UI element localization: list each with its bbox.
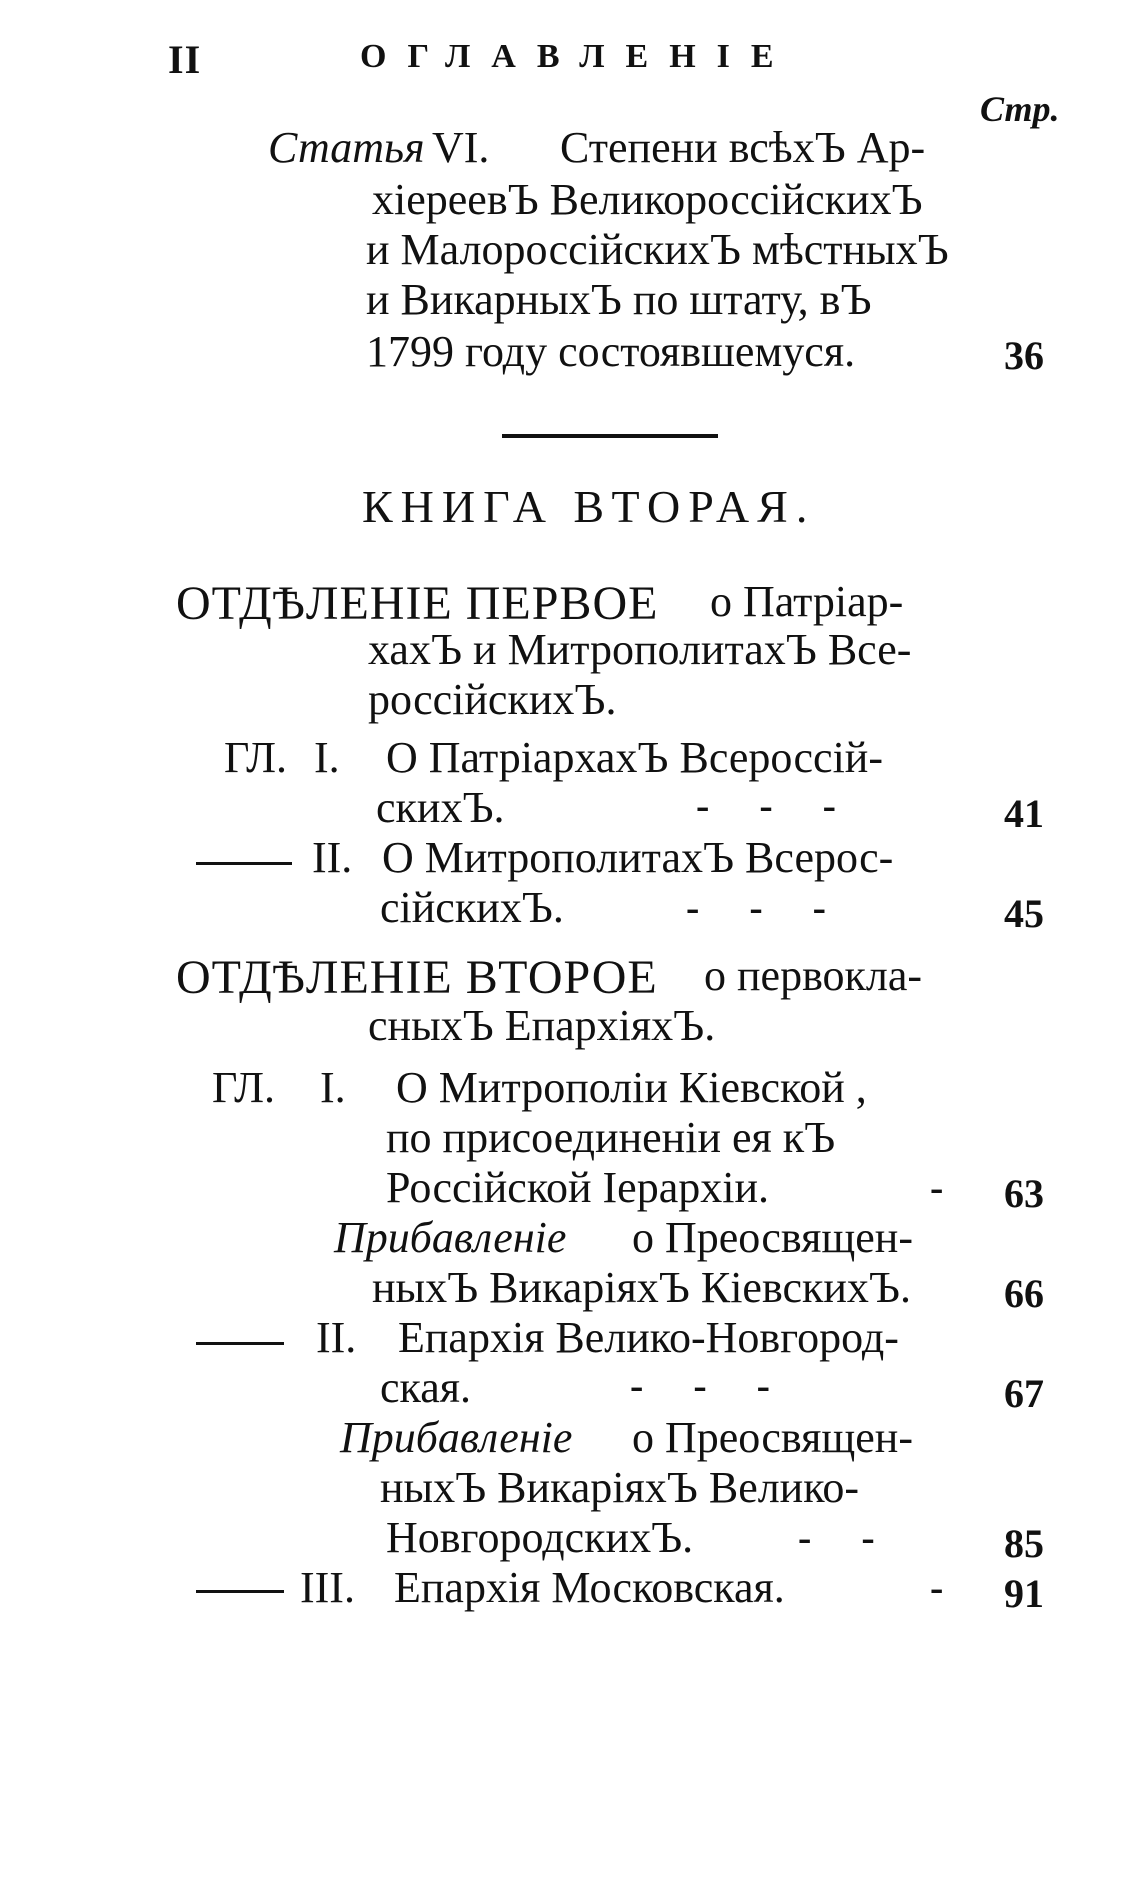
section-text-line: о первокла- bbox=[704, 951, 923, 1000]
section-heading: ОТДѢЛЕНIЕ ПЕРВОЕ bbox=[176, 577, 659, 630]
chapter-numeral: I. bbox=[320, 1063, 346, 1112]
addendum-text-line: НовгородскихЪ. bbox=[386, 1513, 694, 1562]
page-ref: 36 bbox=[1004, 333, 1044, 378]
addendum-text-line: ныхЪ ВикарiяхЪ Велико- bbox=[380, 1463, 860, 1512]
leader-dots: --- bbox=[686, 885, 876, 930]
article-text-line: 1799 году состоявшемуся. bbox=[366, 327, 856, 376]
section-heading: ОТДѢЛЕНIЕ ВТОРОЕ bbox=[176, 951, 658, 1004]
page-ref: 41 bbox=[1004, 791, 1044, 836]
chapter-text-line: ская. bbox=[380, 1363, 472, 1412]
article-text-line: и МалороссiйскихЪ мѣстныхЪ bbox=[366, 225, 949, 274]
section-text-line: россiйскихЪ. bbox=[368, 675, 617, 724]
page-ref: 85 bbox=[1004, 1521, 1044, 1566]
section-rule bbox=[502, 434, 718, 438]
section-text-line: сныхЪ ЕпархiяхЪ. bbox=[368, 1001, 716, 1050]
page-ref: 45 bbox=[1004, 891, 1044, 936]
leader-dots: - bbox=[930, 1565, 994, 1610]
chapter-numeral: II. bbox=[312, 833, 353, 882]
ditto-dash bbox=[196, 1342, 284, 1345]
article-label: Статья bbox=[268, 123, 425, 172]
page-ref: 91 bbox=[1004, 1571, 1044, 1616]
section-text-line: хахЪ и МитрополитахЪ Все- bbox=[368, 625, 912, 674]
page-ref: 66 bbox=[1004, 1271, 1044, 1316]
article-numeral: VI. bbox=[432, 123, 490, 172]
chapter-text-line: Россiйской Iерархiи. bbox=[386, 1163, 770, 1212]
chapter-numeral: II. bbox=[316, 1313, 357, 1362]
leader-dots: --- bbox=[696, 783, 886, 828]
article-text-line: хiереевЪ ВеликороссiйскихЪ bbox=[372, 175, 923, 224]
page-column-label: Стр. bbox=[980, 89, 1060, 129]
chapter-text-line: Епархiя Московская. bbox=[394, 1563, 785, 1612]
chapter-label: ГЛ. bbox=[224, 733, 287, 782]
section-text-line: о Патрiар- bbox=[710, 577, 904, 626]
page-ref: 63 bbox=[1004, 1171, 1044, 1216]
chapter-text-line: скихЪ. bbox=[376, 783, 505, 832]
chapter-text-line: по присоединенiи ея кЪ bbox=[386, 1113, 836, 1162]
running-title: ОГЛАВЛЕНIЕ bbox=[360, 38, 795, 75]
leader-dots: --- bbox=[630, 1363, 820, 1408]
chapter-numeral: I. bbox=[314, 733, 340, 782]
chapter-text-line: О Митрополiи Кiевской , bbox=[396, 1063, 867, 1112]
addendum-label: Прибавленiе bbox=[334, 1213, 567, 1262]
ditto-dash bbox=[196, 862, 292, 865]
page-number: II bbox=[168, 37, 202, 82]
leader-dots: -- bbox=[798, 1515, 925, 1560]
addendum-text-line: о Преосвящен- bbox=[632, 1413, 913, 1462]
addendum-text-line: ныхЪ ВикарiяхЪ КiевскихЪ. bbox=[372, 1263, 911, 1312]
chapter-text-line: О ПатрiархахЪ Всероссiй- bbox=[386, 733, 883, 782]
article-text-line: Степени всѣхЪ Ар- bbox=[560, 123, 926, 172]
chapter-numeral: III. bbox=[300, 1563, 355, 1612]
leader-dots: - bbox=[930, 1165, 994, 1210]
chapter-label: ГЛ. bbox=[212, 1063, 275, 1112]
article-text-line: и ВикарныхЪ по штату, вЪ bbox=[366, 275, 872, 324]
addendum-text-line: о Преосвящен- bbox=[632, 1213, 913, 1262]
addendum-label: Прибавленiе bbox=[340, 1413, 573, 1462]
chapter-text-line: Епархiя Велико-Новгород- bbox=[398, 1313, 899, 1362]
chapter-text-line: О МитрополитахЪ Всерос- bbox=[382, 833, 894, 882]
book-title: КНИГА ВТОРАЯ. bbox=[362, 481, 816, 532]
ditto-dash bbox=[196, 1590, 284, 1593]
page-ref: 67 bbox=[1004, 1371, 1044, 1416]
chapter-text-line: сiйскихЪ. bbox=[380, 883, 564, 932]
